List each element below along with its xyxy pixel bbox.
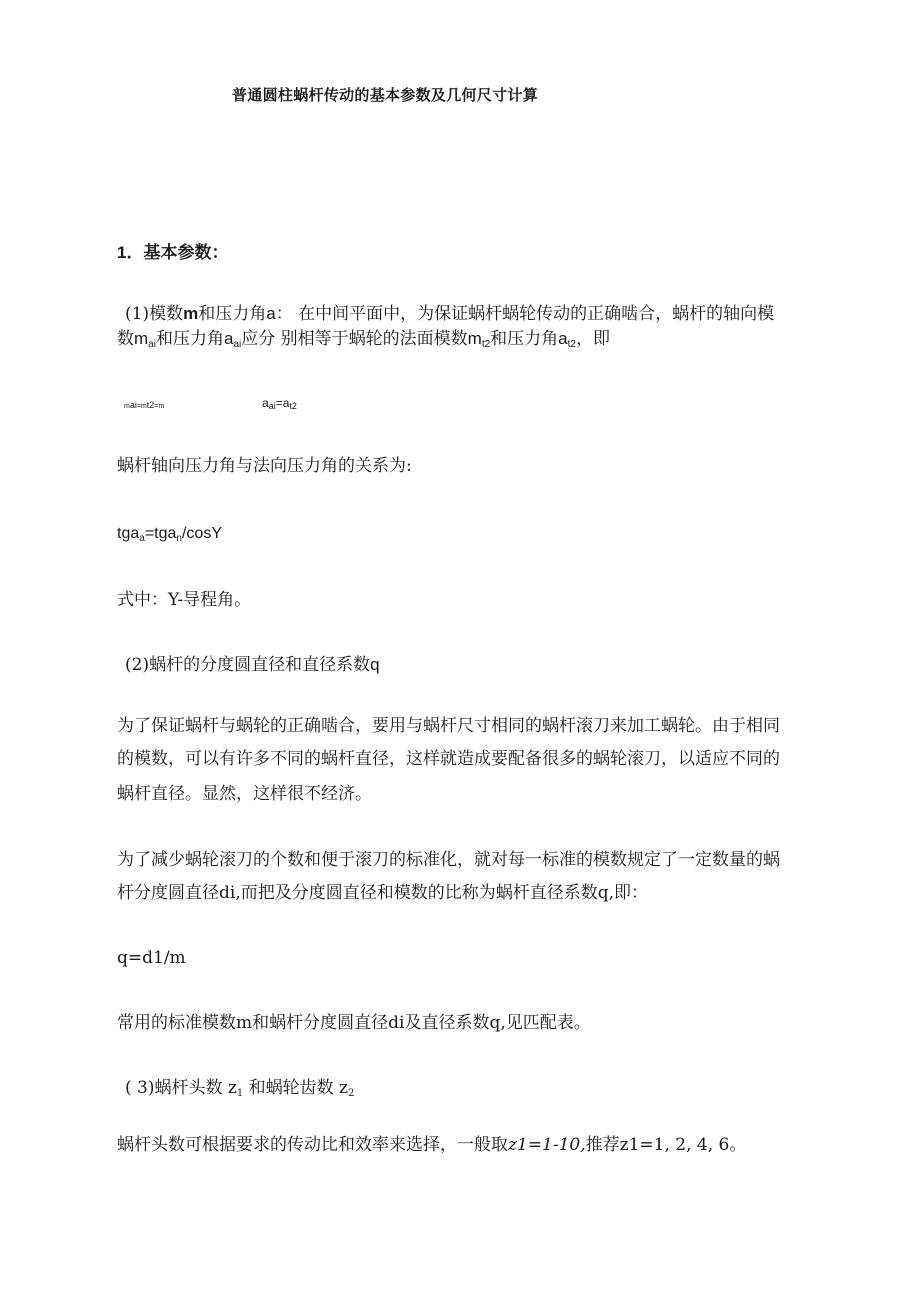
text: =m	[136, 403, 147, 410]
paragraph-hob-line3: 蜗杆直径。显然，这样很不经济。	[117, 784, 372, 804]
formula-tangent-relation	[117, 525, 222, 544]
formula-module-equality	[124, 400, 164, 410]
paragraph-angle-relation: 蜗杆轴向压力角与法向压力角的关系为:	[117, 456, 412, 476]
paragraph-hob-line2: 的模数，可以有许多不同的蜗杆直径，这样就造成要配备很多的蜗轮滚刀，以适应不同的	[117, 749, 780, 769]
page-title: 普通圆柱蜗杆传动的基本参数及几何尺寸计算	[232, 86, 539, 104]
subscript: a	[139, 533, 145, 544]
symbol-a: a	[223, 329, 234, 348]
text: 和蜗轮齿数 z	[243, 1078, 348, 1098]
subscript: ai	[233, 339, 242, 350]
symbol-m: m	[467, 329, 482, 348]
paragraph-worm-starts	[117, 1137, 746, 1154]
subscript: t2	[289, 401, 297, 411]
subscript: n	[176, 533, 182, 544]
subscript: t2	[146, 400, 155, 410]
paragraph-teeth-heading	[125, 1080, 354, 1099]
subscript: 2	[348, 1088, 355, 1099]
text: ： 在中间平面中，为保证蜗杆蜗轮传动的正确啮合，蜗杆的轴向模	[275, 304, 775, 324]
text: /cosY	[181, 525, 222, 542]
text: tga	[117, 525, 140, 542]
subscript: ai	[148, 339, 156, 350]
symbol-a: a	[266, 304, 276, 323]
subscript: t2	[481, 339, 491, 350]
symbol-m: m	[124, 403, 130, 410]
symbol-q: q	[370, 655, 380, 674]
paragraph-module-line1	[125, 305, 774, 323]
text: =tga	[144, 525, 177, 542]
text: ( 3)蜗杆头数 z	[125, 1078, 237, 1098]
formula-diameter-coefficient: q=d1/m	[117, 948, 186, 968]
paragraph-standardization-line2: 杆分度圆直径di,而把及分度圆直径和模数的比称为蜗杆直径系数q,即：	[117, 883, 649, 903]
section-heading-basic-params: 1．基本参数：	[117, 243, 229, 262]
subscript: ai	[268, 401, 276, 411]
subscript: t2	[567, 339, 576, 350]
symbol-a: a	[558, 329, 568, 348]
text: 和压力角	[490, 329, 559, 349]
paragraph-standardization-line1: 为了减少蜗轮滚刀的个数和便于滚刀的标准化，就对每一标准的模数规定了一定数量的蜗	[117, 850, 780, 870]
paragraph-standard-table-ref: 常用的标准模数m和蜗杆分度圆直径di及直径系数q,见匹配表。	[117, 1013, 591, 1033]
symbol-m: m	[183, 304, 199, 323]
text: (2)蜗杆的分度圆直径和直径系数	[125, 655, 371, 675]
text: 推荐z1=1, 2, 4, 6。	[585, 1135, 747, 1155]
text: 应分 别相等于蜗轮的法面模数	[241, 329, 468, 349]
subscript: ai	[129, 400, 137, 410]
symbol-m: m	[134, 329, 149, 348]
text: 蜗杆头数可根据要求的传动比和效率来选择，一般取	[117, 1135, 508, 1155]
formula-angle-equality	[262, 396, 297, 411]
text: ，即	[575, 329, 610, 349]
text: 和压力角	[155, 329, 224, 349]
paragraph-module-line2	[117, 330, 610, 350]
italic-range: z1=1-10,	[508, 1135, 586, 1155]
text: =a	[275, 396, 290, 410]
text: (1)模数	[125, 304, 184, 324]
subscript: 1	[236, 1088, 244, 1099]
text: 和压力角	[198, 304, 267, 324]
paragraph-pitch-diameter-heading	[125, 656, 380, 674]
symbol-a: a	[262, 396, 269, 410]
text: =m	[154, 403, 165, 410]
text: 数	[117, 329, 134, 349]
paragraph-hob-line1: 为了保证蜗杆与蜗轮的正确啮合，要用与蜗杆尺寸相同的蜗杆滚刀来加工蜗轮。由于相同	[117, 716, 780, 736]
paragraph-lead-angle-note: 式中：Y-导程角。	[117, 590, 252, 610]
